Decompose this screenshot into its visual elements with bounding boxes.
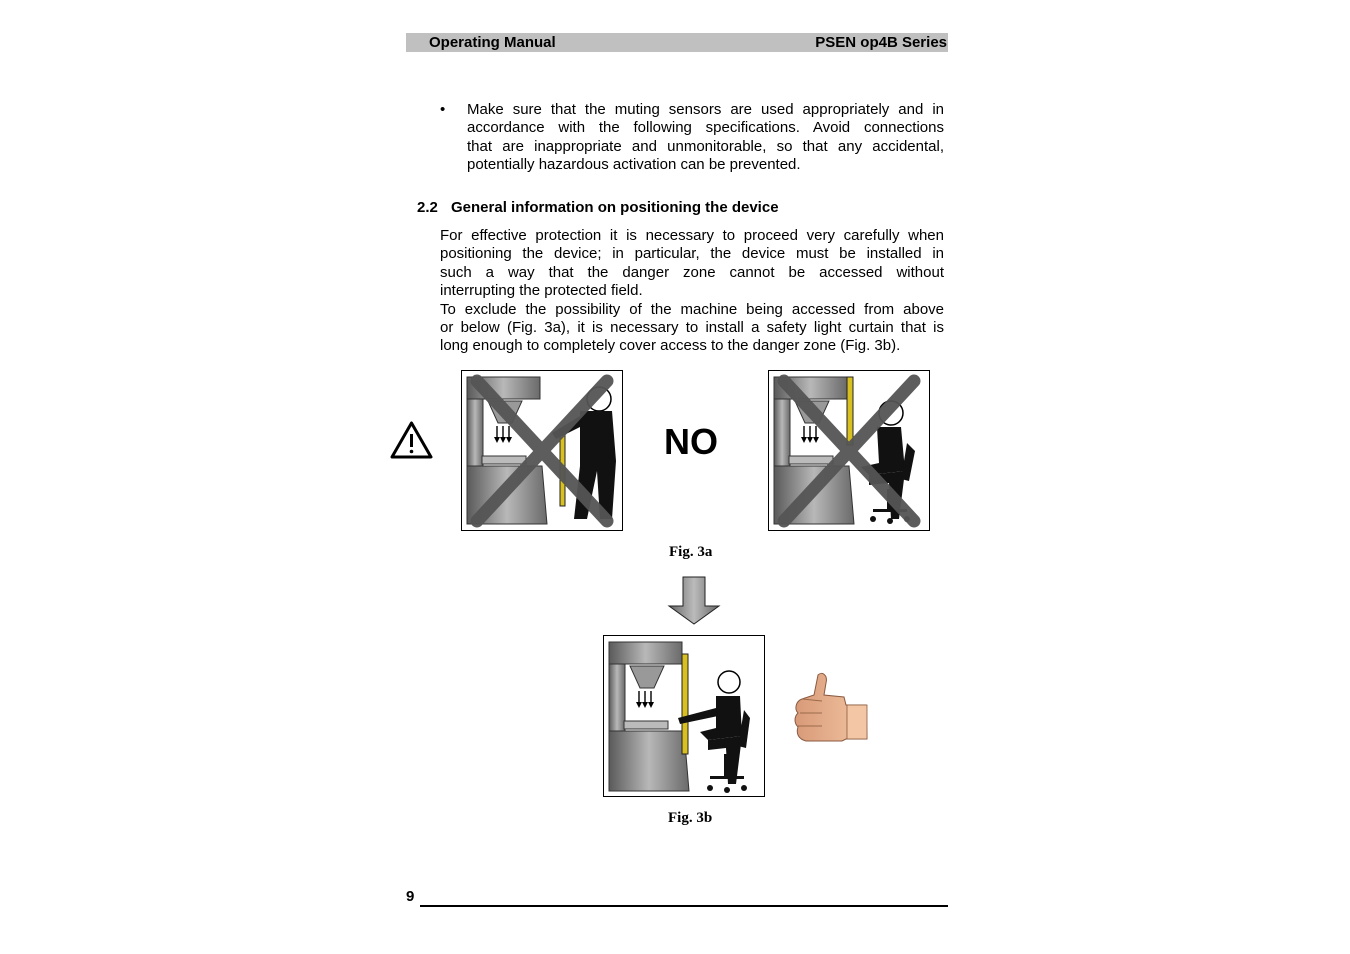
- bullet-line: Make sure that the muting sensors are used appropriately and in: [467, 101, 944, 118]
- body-line: interrupting the protected field.: [440, 282, 643, 300]
- figure-caption-3a: Fig. 3a: [669, 544, 713, 560]
- body-line: positioning the device; in particular, the device must be installed in: [440, 245, 944, 263]
- bullet-line: accordance with the following specifications. Avoid connections: [467, 119, 944, 137]
- warning-triangle-icon: [389, 420, 434, 460]
- header-title: Operating Manual: [429, 34, 556, 51]
- bullet-line: potentially hazardous activation can be prevented.: [467, 156, 801, 174]
- body-line: long enough to completely cover access to the danger zone (Fig. 3b).: [440, 337, 901, 355]
- section-title: General information on positioning the device: [451, 199, 779, 216]
- thumbs-up-icon: [792, 671, 870, 743]
- bullet-line: that are inappropriate and unmonitorable, so that any accidental,: [467, 137, 944, 155]
- fig3a-left-illustration: [461, 370, 623, 531]
- no-label: NO: [664, 421, 718, 462]
- fig3b-illustration: [603, 635, 765, 797]
- section-number: 2.2: [417, 199, 438, 216]
- footer-rule: [420, 905, 948, 907]
- down-arrow-icon: [667, 576, 721, 626]
- bullet-symbol: •: [440, 101, 446, 118]
- section-body: [440, 227, 944, 356]
- page-number: 9: [406, 888, 415, 905]
- fig3a-right-illustration: [768, 370, 930, 531]
- body-line: For effective protection it is necessary to proceed very carefully when: [440, 227, 944, 244]
- section-heading: [417, 199, 779, 216]
- body-line: or below (Fig. 3a), it is necessary to install a safety light curtain that is: [440, 319, 944, 337]
- body-line: such a way that the danger zone cannot be accessed without: [440, 263, 944, 281]
- header-series: PSEN op4B Series: [815, 34, 947, 51]
- bullet-paragraph: [467, 101, 944, 175]
- body-line: To exclude the possibility of the machine being accessed from above: [440, 300, 944, 318]
- figure-caption-3b: Fig. 3b: [668, 810, 713, 826]
